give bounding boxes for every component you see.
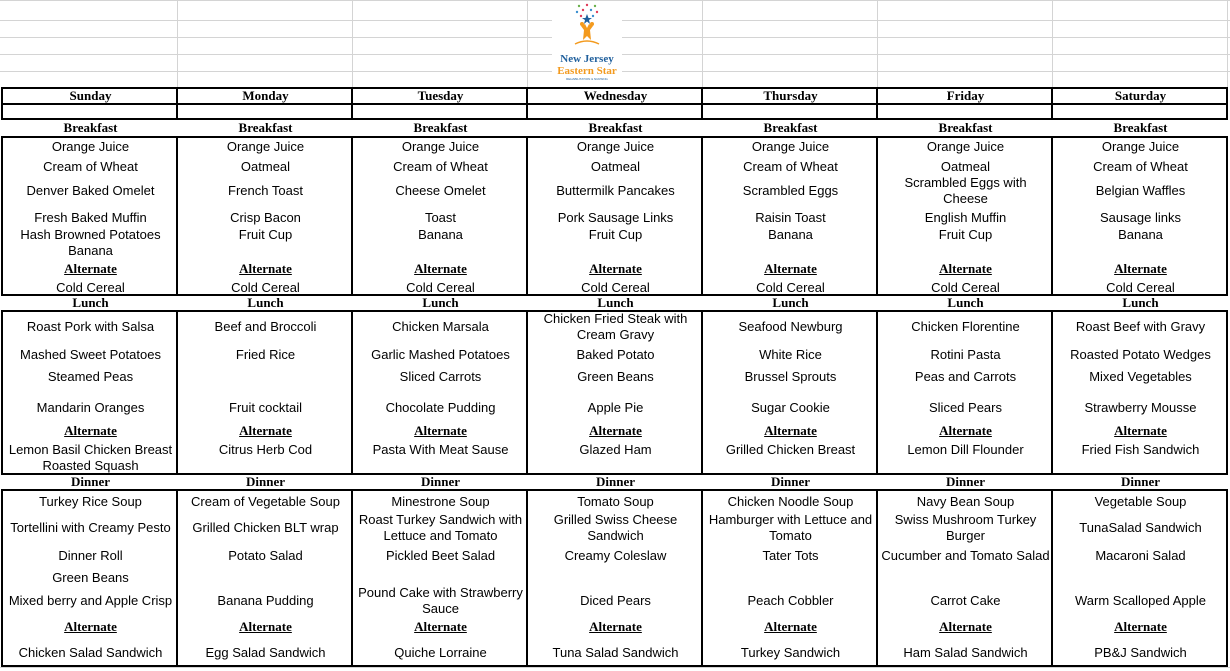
- alternate-label: Alternate: [239, 260, 292, 276]
- lunch-menu-item: Beef and Broccoli: [214, 319, 317, 334]
- dinner-menu-item: Roast Turkey Sandwich with Lettuce and Tomato: [358, 512, 523, 543]
- alternate-label: Alternate: [939, 422, 992, 438]
- star-people-logo-icon: [567, 2, 607, 46]
- dinner-menu-item: Swiss Mushroom Turkey Burger: [894, 512, 1037, 543]
- alternate-label: Alternate: [239, 618, 292, 634]
- lunch-menu-item: Fried Rice: [235, 346, 296, 362]
- lunch-menu-item: Steamed Peas: [47, 368, 134, 384]
- breakfast-menu-item: Oatmeal: [940, 158, 991, 174]
- breakfast-menu-item: Banana: [1118, 227, 1163, 242]
- day-header-wednesday: Wednesday: [583, 88, 648, 103]
- dinner-menu-item: Tortellini with Creamy Pesto: [10, 520, 171, 535]
- breakfast-header: Breakfast: [413, 119, 468, 135]
- day-header-tuesday: Tuesday: [417, 88, 464, 103]
- breakfast-menu-item: Toast: [424, 209, 457, 225]
- breakfast-menu-item: Fruit Cup: [938, 227, 993, 242]
- dinner-menu-item: Carrot Cake: [930, 593, 1001, 608]
- lunch-header: Lunch: [597, 294, 634, 310]
- alternate-label: Alternate: [414, 618, 467, 634]
- alternate-label: Alternate: [64, 422, 117, 438]
- gridline: [702, 0, 703, 88]
- breakfast-menu-item: Cold Cereal: [581, 279, 650, 295]
- dinner-menu-item: Minestrone Soup: [391, 493, 490, 509]
- day-header-friday: Friday: [946, 88, 985, 103]
- dinner-menu-item: [528, 569, 703, 586]
- dinner-menu-item: Vegetable Soup: [1094, 493, 1187, 509]
- breakfast-menu-item: Fruit Cup: [588, 227, 643, 242]
- breakfast-menu-item: Crisp Bacon: [230, 209, 301, 225]
- day-header-thursday: Thursday: [763, 88, 818, 103]
- breakfast-menu-item: Hash Browned Potatoes Banana: [20, 227, 161, 258]
- lunch-menu-item: Mandarin Oranges: [36, 399, 145, 415]
- breakfast-menu-item: Cold Cereal: [756, 279, 825, 295]
- day-header-monday: Monday: [242, 88, 289, 103]
- lunch-menu-item: Glazed Ham: [579, 442, 652, 457]
- breakfast-menu-item: Cold Cereal: [931, 279, 1000, 295]
- day-header-saturday: Saturday: [1114, 88, 1167, 103]
- breakfast-menu-item: Buttermilk Pancakes: [556, 183, 675, 198]
- breakfast-menu-item: Orange Juice: [226, 138, 305, 154]
- day-header-sunday: Sunday: [69, 88, 112, 103]
- logo-line-2: Eastern Star: [557, 65, 617, 77]
- gridline: [352, 0, 353, 88]
- dinner-menu-item: Chicken Salad Sandwich: [18, 644, 163, 660]
- lunch-menu-item: Fruit cocktail: [229, 399, 302, 415]
- breakfast-menu-item: Orange Juice: [751, 138, 830, 154]
- lunch-menu-item: Lemon Basil Chicken Breast Roasted Squash: [8, 442, 173, 473]
- alternate-label: Alternate: [414, 422, 467, 438]
- dinner-menu-item: Cream of Vegetable Soup: [191, 493, 340, 509]
- dinner-menu-item: Banana Pudding: [217, 593, 314, 608]
- breakfast-menu-item: Orange Juice: [401, 138, 480, 154]
- breakfast-menu-item: Sausage links: [1100, 209, 1181, 225]
- breakfast-menu-item: Fruit Cup: [238, 227, 293, 242]
- lunch-menu-item: Mixed Vegetables: [1089, 368, 1192, 384]
- table-border: [2, 665, 1227, 667]
- breakfast-menu-item: Oatmeal: [590, 158, 641, 174]
- alternate-label: Alternate: [64, 260, 117, 276]
- lunch-menu-item: Roast Beef with Gravy: [1075, 319, 1206, 334]
- dinner-header: Dinner: [596, 473, 635, 489]
- dinner-menu-item: Egg Salad Sandwich: [205, 644, 326, 660]
- gridline: [1227, 0, 1228, 88]
- lunch-menu-item: Grilled Chicken Breast: [725, 442, 856, 457]
- lunch-menu-item: Brussel Sprouts: [744, 368, 837, 384]
- dinner-menu-item: Turkey Rice Soup: [39, 493, 142, 509]
- lunch-menu-item: Roast Pork with Salsa: [26, 319, 155, 334]
- dinner-header: Dinner: [946, 473, 985, 489]
- dinner-menu-item: Cucumber and Tomato Salad: [881, 547, 1050, 563]
- dinner-menu-item: Grilled Chicken BLT wrap: [192, 520, 339, 535]
- breakfast-menu-item: Banana: [768, 227, 813, 242]
- lunch-menu-item: Green Beans: [577, 368, 654, 384]
- breakfast-header: Breakfast: [763, 119, 818, 135]
- dinner-menu-item: Potato Salad: [228, 547, 303, 563]
- breakfast-menu-item: Oatmeal: [240, 158, 291, 174]
- breakfast-menu-item: Orange Juice: [926, 138, 1005, 154]
- lunch-menu-item: Sliced Carrots: [399, 368, 482, 384]
- alternate-label: Alternate: [764, 618, 817, 634]
- breakfast-menu-item: Belgian Waffles: [1095, 183, 1186, 198]
- dinner-menu-item: [1053, 569, 1228, 586]
- breakfast-menu-item: Cream of Wheat: [1093, 158, 1188, 174]
- lunch-menu-item: Rotini Pasta: [930, 346, 1001, 362]
- gridline: [877, 0, 878, 88]
- dinner-menu-item: TunaSalad Sandwich: [1079, 520, 1202, 535]
- alternate-label: Alternate: [589, 618, 642, 634]
- dinner-menu-item: Mixed berry and Apple Crisp: [8, 593, 173, 608]
- dinner-menu-item: Tuna Salad Sandwich: [552, 644, 679, 660]
- dinner-menu-item: Grilled Swiss Cheese Sandwich: [553, 512, 678, 543]
- gridline: [0, 0, 1230, 1]
- breakfast-menu-item: Scrambled Eggs: [742, 183, 839, 198]
- dinner-menu-item: Pickled Beet Salad: [385, 547, 496, 563]
- dinner-menu-item: Macaroni Salad: [1095, 547, 1186, 563]
- dinner-header: Dinner: [771, 473, 810, 489]
- dinner-menu-item: Dinner Roll: [58, 547, 123, 563]
- breakfast-header: Breakfast: [1113, 119, 1168, 135]
- alternate-label: Alternate: [1114, 618, 1167, 634]
- lunch-menu-item: White Rice: [759, 346, 822, 362]
- breakfast-menu-item: English Muffin: [924, 209, 1007, 225]
- breakfast-menu-item: Cold Cereal: [406, 279, 475, 295]
- breakfast-header: Breakfast: [238, 119, 293, 135]
- breakfast-header: Breakfast: [588, 119, 643, 135]
- breakfast-menu-item: Cream of Wheat: [43, 158, 138, 174]
- dinner-header: Dinner: [1121, 473, 1160, 489]
- lunch-header: Lunch: [947, 294, 984, 310]
- breakfast-menu-item: Raisin Toast: [755, 209, 826, 225]
- alternate-label: Alternate: [64, 618, 117, 634]
- lunch-menu-item: Garlic Mashed Potatoes: [371, 346, 510, 362]
- dinner-menu-item: [178, 569, 353, 586]
- lunch-menu-item: Citrus Herb Cod: [218, 442, 313, 457]
- alternate-label: Alternate: [589, 422, 642, 438]
- alternate-label: Alternate: [764, 422, 817, 438]
- lunch-header: Lunch: [422, 294, 459, 310]
- lunch-menu-item: Pasta With Meat Sause: [372, 442, 509, 457]
- breakfast-menu-item: Cold Cereal: [1106, 279, 1175, 295]
- breakfast-menu-item: Cream of Wheat: [393, 158, 488, 174]
- breakfast-menu-item: Orange Juice: [51, 138, 130, 154]
- dinner-header: Dinner: [421, 473, 460, 489]
- dinner-menu-item: Creamy Coleslaw: [564, 547, 667, 563]
- lunch-header: Lunch: [247, 294, 284, 310]
- dinner-menu-item: Tomato Soup: [577, 493, 654, 509]
- lunch-menu-item: Seafood Newburg: [738, 319, 843, 334]
- gridline: [0, 667, 1230, 668]
- gridline: [177, 0, 178, 88]
- lunch-menu-item: Strawberry Mousse: [1084, 399, 1197, 415]
- alternate-label: Alternate: [1114, 422, 1167, 438]
- alternate-label: Alternate: [939, 618, 992, 634]
- dinner-menu-item: Pound Cake with Strawberry Sauce: [358, 585, 523, 616]
- lunch-menu-item: Fried Fish Sandwich: [1081, 442, 1200, 457]
- dinner-menu-item: Turkey Sandwich: [740, 644, 841, 660]
- dinner-menu-item: Green Beans: [52, 569, 129, 585]
- dinner-menu-item: Hamburger with Lettuce and Tomato: [708, 512, 873, 543]
- breakfast-menu-item: Cold Cereal: [231, 279, 300, 295]
- lunch-menu-item: Sugar Cookie: [751, 399, 830, 415]
- lunch-header: Lunch: [1122, 294, 1159, 310]
- breakfast-menu-item: Cream of Wheat: [743, 158, 838, 174]
- lunch-menu-item: Apple Pie: [587, 399, 644, 415]
- dinner-menu-item: Chicken Noodle Soup: [727, 493, 854, 509]
- lunch-menu-item: Chocolate Pudding: [385, 399, 496, 415]
- dinner-menu-item: Warm Scalloped Apple: [1074, 593, 1207, 608]
- alternate-label: Alternate: [589, 260, 642, 276]
- breakfast-menu-item: French Toast: [228, 183, 303, 198]
- lunch-header: Lunch: [772, 294, 809, 310]
- lunch-header: Lunch: [72, 294, 109, 310]
- lunch-menu-item: Mashed Sweet Potatoes: [20, 346, 161, 362]
- alternate-label: Alternate: [239, 422, 292, 438]
- dinner-header: Dinner: [71, 473, 110, 489]
- dinner-header: Dinner: [246, 473, 285, 489]
- breakfast-menu-item: Orange Juice: [576, 138, 655, 154]
- alternate-label: Alternate: [764, 260, 817, 276]
- breakfast-menu-item: Fresh Baked Muffin: [34, 209, 147, 225]
- lunch-menu-item: Baked Potato: [576, 346, 655, 362]
- dinner-menu-item: [878, 569, 1053, 586]
- alternate-label: Alternate: [1114, 260, 1167, 276]
- breakfast-menu-item: Cheese Omelet: [395, 183, 486, 198]
- dinner-menu-item: [353, 569, 528, 586]
- breakfast-menu-item: Cold Cereal: [56, 279, 125, 295]
- gridline: [1052, 0, 1053, 88]
- dinner-menu-item: Tater Tots: [762, 547, 819, 563]
- alternate-label: Alternate: [414, 260, 467, 276]
- lunch-menu-item: Sliced Pears: [929, 399, 1002, 415]
- breakfast-header: Breakfast: [938, 119, 993, 135]
- lunch-menu-item: [178, 368, 353, 385]
- alternate-label: Alternate: [939, 260, 992, 276]
- lunch-menu-item: Chicken Marsala: [392, 319, 489, 334]
- lunch-menu-item: Peas and Carrots: [914, 368, 1017, 384]
- breakfast-menu-item: Denver Baked Omelet: [26, 183, 155, 198]
- logo-line-1: New Jersey: [560, 53, 614, 65]
- dinner-menu-item: Quiche Lorraine: [394, 644, 487, 660]
- dinner-menu-item: Ham Salad Sandwich: [903, 644, 1028, 660]
- logo: [552, 2, 622, 80]
- lunch-menu-item: Chicken Fried Steak with Cream Gravy: [543, 311, 688, 342]
- breakfast-header: Breakfast: [63, 119, 118, 135]
- dinner-menu-item: Peach Cobbler: [747, 593, 834, 608]
- lunch-menu-item: Chicken Florentine: [911, 319, 1020, 334]
- breakfast-menu-item: Scrambled Eggs with Cheese: [904, 175, 1027, 206]
- dinner-menu-item: Diced Pears: [580, 593, 651, 608]
- dinner-menu-item: Navy Bean Soup: [916, 493, 1015, 509]
- breakfast-menu-item: Pork Sausage Links: [557, 209, 674, 225]
- gridline: [527, 0, 528, 88]
- logo-line-3: REHABILITATION & NURSING: [566, 77, 608, 81]
- dinner-menu-item: [703, 569, 878, 586]
- breakfast-menu-item: Banana: [418, 227, 463, 242]
- lunch-menu-item: Lemon Dill Flounder: [907, 442, 1024, 457]
- lunch-menu-item: Roasted Potato Wedges: [1070, 346, 1211, 362]
- breakfast-menu-item: Orange Juice: [1101, 138, 1180, 154]
- dinner-menu-item: PB&J Sandwich: [1094, 644, 1187, 660]
